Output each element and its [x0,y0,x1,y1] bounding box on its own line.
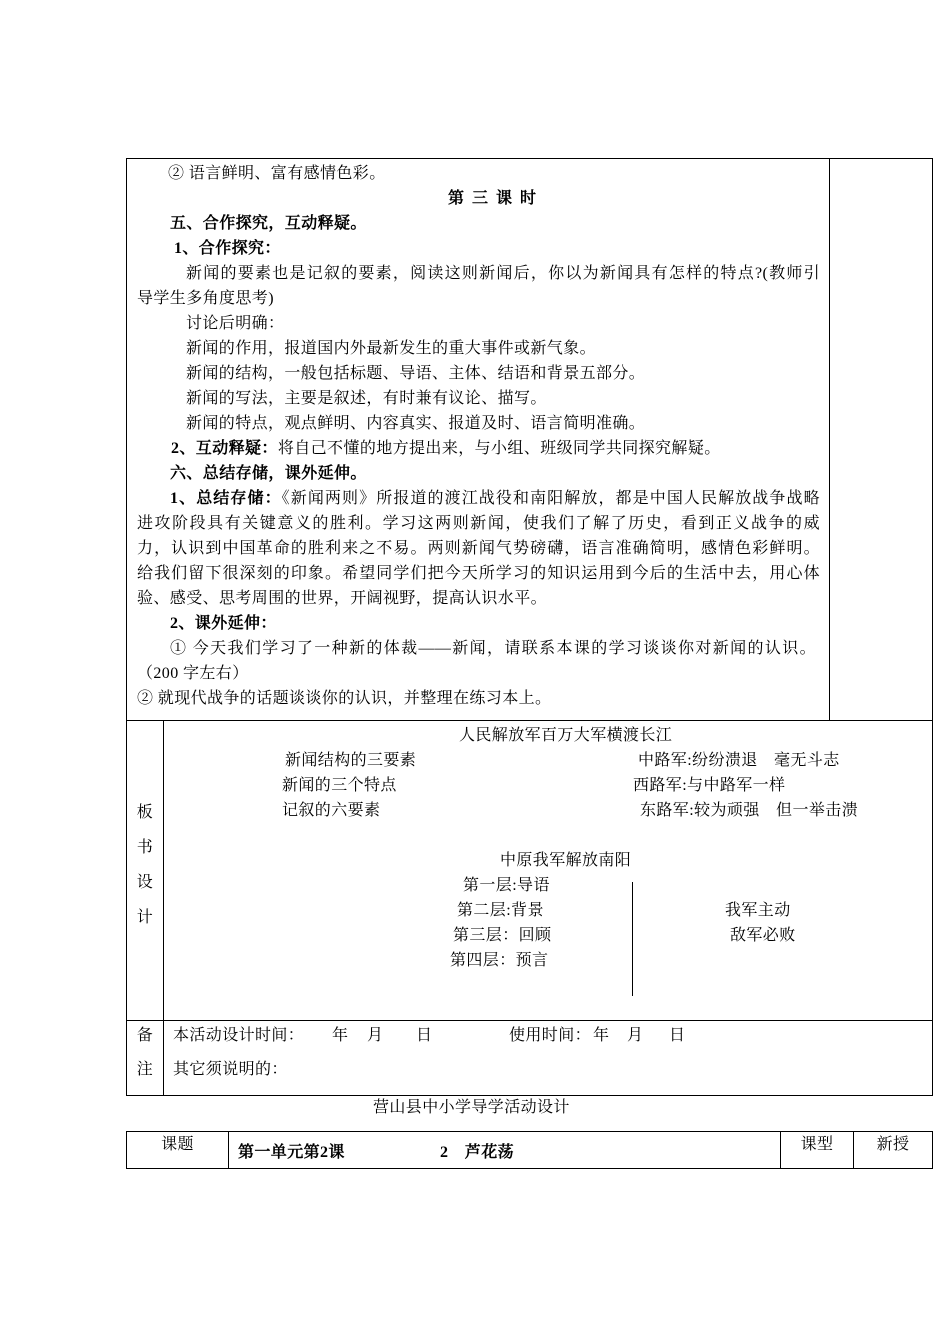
board-label-char: 设 [136,874,154,891]
remarks-label-cell [126,1020,164,1096]
finding-item: 新闻的结构，一般包括标题、导语、主体、结语和背景五部分。 [186,365,646,382]
finding-item: 新闻的作用，报道国内外最新发生的重大事件或新气象。 [186,340,597,357]
board-divider-line [632,882,633,996]
structure-layer: 第三层：回顾 [453,927,552,944]
summary-line: 力，认识到中国革命的胜利来之不易。两则新闻气势磅礴，语言准确简明，感情色彩鲜明。 [137,540,820,557]
lesson-type-label: 课型 [800,1136,834,1153]
qa-line [171,436,721,461]
lesson-type-value-cell [853,1131,933,1169]
use-date-month: 月 [627,1027,644,1044]
topic-label-cell [126,1131,229,1169]
summary-line: 验、感受、思考周围的世界，开阔视野，提高认识水平。 [137,590,548,607]
conclusion-item: 我军主动 [725,902,791,919]
army-route: 中路军:纷纷溃退 毫无斗志 [638,752,840,769]
board-label-char: 板 [136,804,154,821]
finding-item: 新闻的写法，主要是叙述，有时兼有议论、描写。 [186,390,547,407]
design-date-month: 月 [367,1027,384,1044]
topic-title: 2 芦花荡 [440,1144,515,1161]
inquiry-paragraph-line: 新闻的要素也是记叙的要素，阅读这则新闻后，你以为新闻具有怎样的特点?(教师引 [186,265,820,282]
use-date-day: 日 [669,1027,686,1044]
board-design-content-cell [163,720,933,1021]
remarks-label-char: 注 [136,1061,154,1078]
design-time-label: 本活动设计时间： [173,1027,305,1044]
other-notes-label: 其它须说明的： [173,1061,288,1078]
qa-label: 2、互动释疑： [171,440,278,457]
discussion-intro: 讨论后明确： [186,315,285,332]
news-point: 记叙的六要素 [282,802,381,819]
inquiry-paragraph-line: 导学生多角度思考) [137,290,274,307]
structure-layer: 第四层：预言 [450,952,549,969]
extension-label: 2、课外延伸： [170,615,277,632]
board-label-char: 计 [136,909,154,926]
use-date-year: 年 [593,1027,610,1044]
finding-item: 新闻的特点，观点鲜明、内容真实、报道及时、语言简明准确。 [186,415,646,432]
design-date-year: 年 [332,1027,349,1044]
remarks-label-char: 备 [136,1027,154,1044]
period-title: 第 三 课 时 [448,190,539,207]
use-time-label: 使用时间： [509,1027,592,1044]
lesson-type-value: 新授 [876,1136,910,1153]
topic-label: 课题 [161,1136,194,1153]
army-route: 西路军:与中路军一样 [633,777,786,794]
summary-line: 进攻阶段具有关键意义的胜利。学习这两则新闻，使我们了解了历史，看到正义战争的威 [137,515,820,532]
lesson-content-cell [126,158,830,721]
summary-line: 给我们留下很深刻的印象。希望同学们把今天所学习的知识运用到今后的生活中去，用心体 [137,565,820,582]
board-label-char: 书 [136,839,154,856]
conclusion-item: 敌军必败 [730,927,796,944]
topic-value-cell [228,1131,781,1169]
extension-item: （200 字左右） [137,665,249,682]
lesson-type-label-cell [780,1131,854,1169]
remarks-content-cell [163,1020,933,1096]
nanyang-title: 中原我军解放南阳 [500,852,632,869]
structure-layer: 第二层:背景 [457,902,544,919]
section-6-heading: 六、总结存储，课外延伸。 [170,465,367,482]
extension-item: ② 就现代战争的话题谈谈你的认识，并整理在练习本上。 [137,690,552,707]
news-point: 新闻的三个特点 [282,777,397,794]
side-notes-cell [829,158,933,721]
crossing-title: 人民解放军百万大军横渡长江 [459,727,673,744]
board-design-label-cell [126,720,164,1021]
topic-unit: 第一单元第2课 [238,1144,345,1161]
design-date-day: 日 [416,1027,433,1044]
army-route: 东路军:较为顽强 但一举击溃 [640,802,859,819]
summary-text: 《新闻两则》所报道的渡江战役和南阳解放，都是中国人民解放战争战略 [281,490,820,507]
inquiry-label: 1、合作探究： [174,240,281,257]
extension-item: ① 今天我们学习了一种新的体裁——新闻，请联系本课的学习谈谈你对新闻的认识。 [170,640,816,657]
language-point-2: ② 语言鲜明、富有感情色彩。 [168,165,386,182]
structure-layer: 第一层:导语 [463,877,550,894]
form-title: 营山县中小学导学活动设计 [373,1099,570,1116]
section-5-heading: 五、合作探究，互动释疑。 [170,215,367,232]
qa-text: 将自己不懂的地方提出来，与小组、班级同学共同探究解疑。 [277,440,721,457]
summary-label: 1、总结存储： [170,490,282,507]
summary-line [170,486,820,511]
news-point: 新闻结构的三要素 [285,752,417,769]
